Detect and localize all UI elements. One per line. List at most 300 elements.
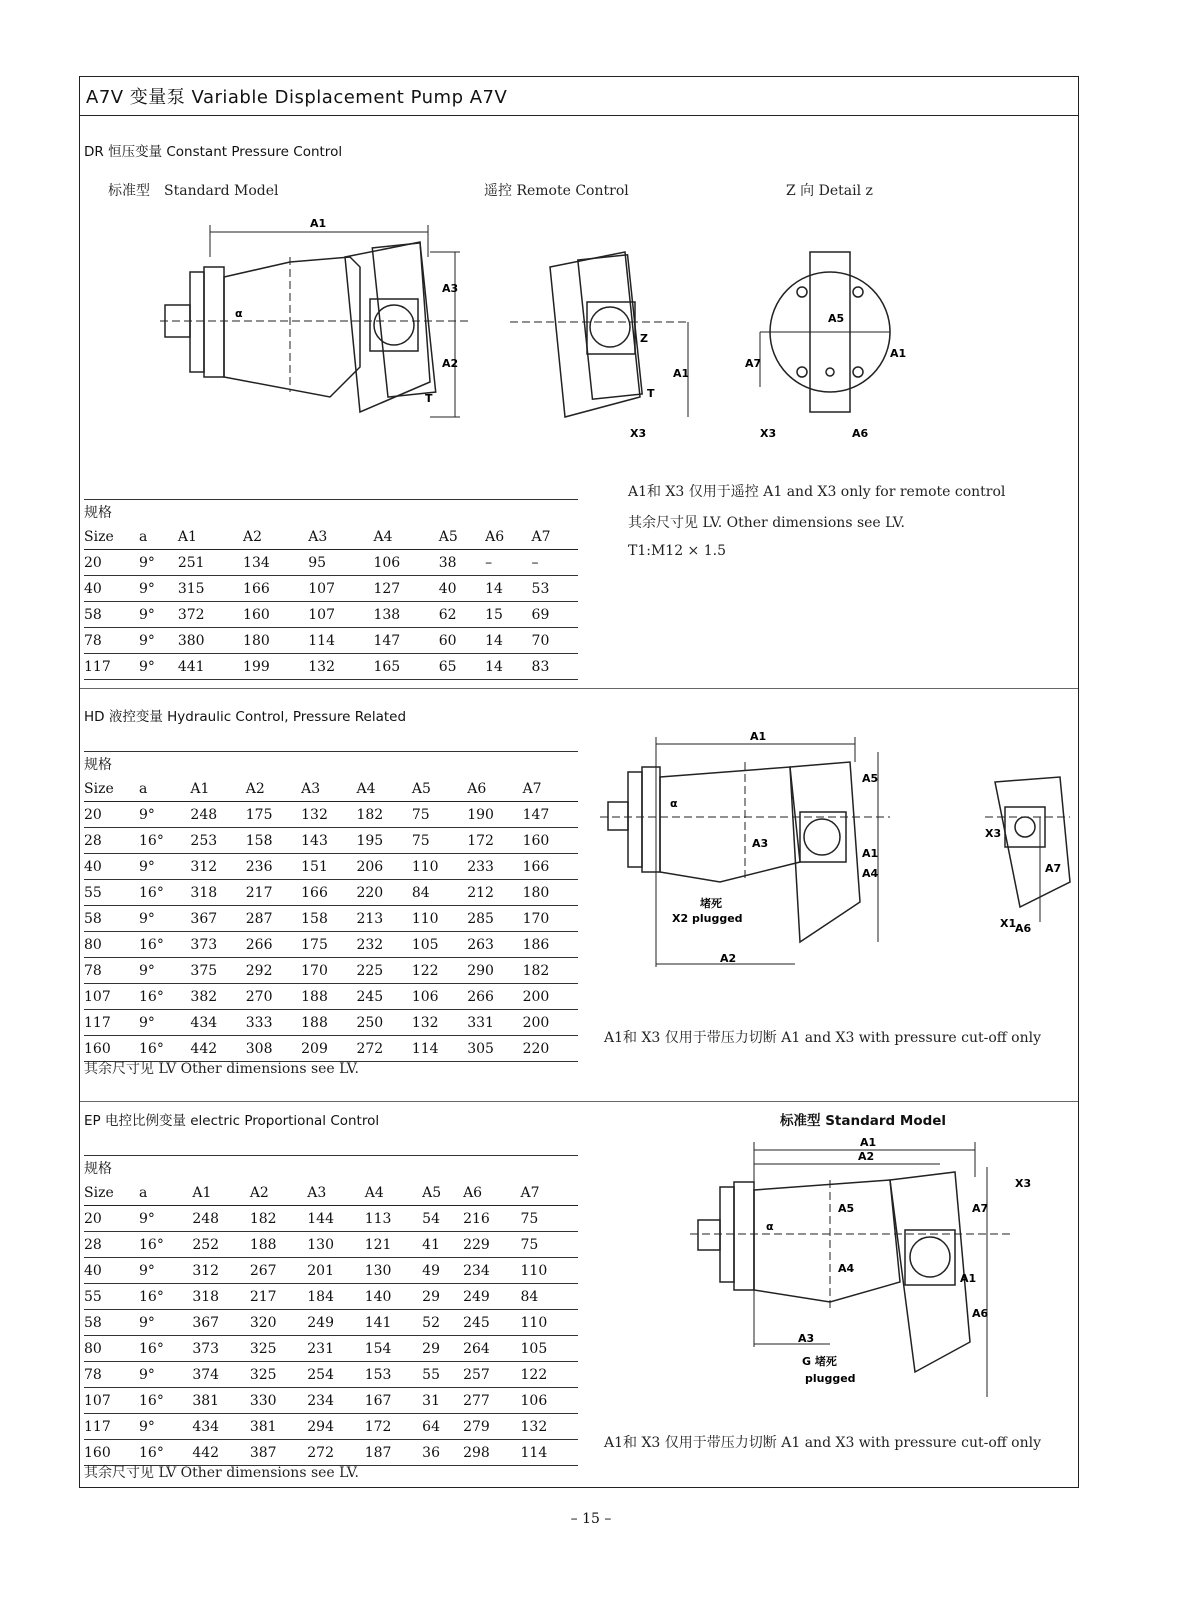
table-cell: 434 xyxy=(190,1010,245,1036)
table-cell: 375 xyxy=(190,958,245,984)
table-cell: – xyxy=(532,550,578,576)
table-cell: 117 xyxy=(84,1414,139,1440)
table-cell: 380 xyxy=(178,628,243,654)
table-row xyxy=(84,1232,578,1258)
column-header: A6 xyxy=(467,776,522,802)
column-header: A1 xyxy=(192,1180,249,1206)
table-cell: 20 xyxy=(84,802,139,828)
table-cell: 294 xyxy=(307,1414,364,1440)
table-cell: 318 xyxy=(192,1284,249,1310)
ep-dim-a1: A1 xyxy=(860,1136,877,1149)
dr-detail-a5: A5 xyxy=(828,312,845,325)
table-cell: 122 xyxy=(412,958,467,984)
table-cell: 372 xyxy=(178,602,243,628)
column-header: A6 xyxy=(485,524,531,550)
hd-section-title: HD 液控变量 Hydraulic Control, Pressure Related xyxy=(84,709,407,725)
table-row xyxy=(84,628,578,654)
table-cell: 121 xyxy=(365,1232,422,1258)
table-header-cn: 规格 xyxy=(84,1156,578,1181)
dr-remote-t: T xyxy=(647,387,655,400)
table-cell: 14 xyxy=(485,654,531,680)
table-row xyxy=(84,654,578,680)
table-cell: 83 xyxy=(532,654,578,680)
table-cell: 236 xyxy=(246,854,301,880)
ep-dim-a4: A4 xyxy=(838,1262,855,1275)
ep-spec-table xyxy=(84,1155,578,1466)
column-header: A2 xyxy=(243,524,308,550)
ep-label-a1: A1 xyxy=(960,1272,977,1285)
table-cell: 40 xyxy=(84,854,139,880)
ep-dim-a3: A3 xyxy=(798,1332,815,1345)
table-cell: 14 xyxy=(485,576,531,602)
table-cell: 266 xyxy=(467,984,522,1010)
table-cell: 182 xyxy=(356,802,411,828)
table-cell: 110 xyxy=(521,1310,578,1336)
table-cell: 110 xyxy=(412,906,467,932)
table-cell: 187 xyxy=(365,1440,422,1466)
table-cell: 182 xyxy=(523,958,578,984)
hd-dim-a3: A3 xyxy=(752,837,769,850)
hd-dim-a7: A7 xyxy=(1045,862,1062,875)
dr-note-thread: T1:M12 × 1.5 xyxy=(628,543,727,559)
table-cell: 9° xyxy=(139,628,178,654)
table-row xyxy=(84,576,578,602)
table-cell: 55 xyxy=(422,1362,463,1388)
dr-standard-drawing xyxy=(160,217,480,437)
hd-label-x3: X3 xyxy=(985,827,1002,840)
ep-note: A1和 X3 仅用于带压力切断 A1 and X3 with pressure cut-off only xyxy=(604,1435,1041,1451)
table-cell: 107 xyxy=(308,576,373,602)
table-row xyxy=(84,1414,578,1440)
table-cell: 16° xyxy=(139,1388,192,1414)
table-cell: 231 xyxy=(307,1336,364,1362)
table-cell: 232 xyxy=(356,932,411,958)
table-cell: 172 xyxy=(365,1414,422,1440)
table-cell: 122 xyxy=(521,1362,578,1388)
table-cell: 117 xyxy=(84,1010,139,1036)
table-cell: 28 xyxy=(84,828,139,854)
table-cell: 49 xyxy=(422,1258,463,1284)
table-cell: 9° xyxy=(139,958,190,984)
table-cell: 9° xyxy=(139,802,190,828)
table-cell: 75 xyxy=(412,802,467,828)
table-cell: 134 xyxy=(243,550,308,576)
table-cell: 320 xyxy=(250,1310,307,1336)
table-cell: 16° xyxy=(139,1036,190,1062)
dr-detail-x3: X3 xyxy=(760,427,777,440)
table-cell: 213 xyxy=(356,906,411,932)
table-cell: 200 xyxy=(523,1010,578,1036)
column-header: A1 xyxy=(178,524,243,550)
table-cell: 31 xyxy=(422,1388,463,1414)
table-cell: 217 xyxy=(246,880,301,906)
table-cell: 84 xyxy=(521,1284,578,1310)
table-cell: 75 xyxy=(412,828,467,854)
table-cell: 130 xyxy=(365,1258,422,1284)
table-cell: 175 xyxy=(301,932,356,958)
table-cell: 387 xyxy=(250,1440,307,1466)
table-cell: 130 xyxy=(307,1232,364,1258)
table-cell: 188 xyxy=(301,984,356,1010)
dr-remote-drawing xyxy=(505,247,705,442)
table-cell: 65 xyxy=(439,654,485,680)
table-cell: 113 xyxy=(365,1206,422,1232)
table-cell: 158 xyxy=(301,906,356,932)
table-row xyxy=(84,906,578,932)
dr-spec-table xyxy=(84,499,578,680)
table-cell: 132 xyxy=(301,802,356,828)
table-cell: 58 xyxy=(84,906,139,932)
table-cell: 312 xyxy=(190,854,245,880)
table-header-row xyxy=(84,776,578,802)
table-cell: 106 xyxy=(521,1388,578,1414)
column-header: A3 xyxy=(307,1180,364,1206)
dr-dim-a1: A1 xyxy=(310,217,327,230)
table-cell: 69 xyxy=(532,602,578,628)
table-cell: 182 xyxy=(250,1206,307,1232)
table-cell: 245 xyxy=(356,984,411,1010)
table-cell: 147 xyxy=(523,802,578,828)
table-row xyxy=(84,1388,578,1414)
table-cell: 220 xyxy=(356,880,411,906)
table-cell: 14 xyxy=(485,628,531,654)
table-cell: 107 xyxy=(308,602,373,628)
table-row xyxy=(84,1284,578,1310)
table-cell: 15 xyxy=(485,602,531,628)
table-cell: 251 xyxy=(178,550,243,576)
table-cell: 9° xyxy=(139,1206,192,1232)
table-cell: 106 xyxy=(412,984,467,1010)
dr-detail-a1: A1 xyxy=(890,347,907,360)
column-header: A4 xyxy=(373,524,438,550)
dr-note-other: 其余尺寸见 LV. Other dimensions see LV. xyxy=(628,515,905,531)
table-cell: 140 xyxy=(365,1284,422,1310)
table-cell: 290 xyxy=(467,958,522,984)
column-header: Size xyxy=(84,524,139,550)
column-header: A1 xyxy=(190,776,245,802)
table-cell: 166 xyxy=(301,880,356,906)
table-cell: 188 xyxy=(301,1010,356,1036)
table-cell: 200 xyxy=(523,984,578,1010)
table-cell: 16° xyxy=(139,984,190,1010)
table-cell: 442 xyxy=(190,1036,245,1062)
table-cell: 277 xyxy=(463,1388,520,1414)
table-cell: 267 xyxy=(250,1258,307,1284)
table-cell: 441 xyxy=(178,654,243,680)
table-cell: 64 xyxy=(422,1414,463,1440)
column-header: A4 xyxy=(356,776,411,802)
table-cell: 9° xyxy=(139,576,178,602)
hd-drawing xyxy=(600,732,1070,972)
table-cell: 381 xyxy=(192,1388,249,1414)
dr-remote-a1: A1 xyxy=(673,367,690,380)
table-cell: 298 xyxy=(463,1440,520,1466)
table-cell: 127 xyxy=(373,576,438,602)
table-cell: 78 xyxy=(84,628,139,654)
table-cell: 234 xyxy=(307,1388,364,1414)
table-header-cn: 规格 xyxy=(84,752,578,777)
dr-alpha: α xyxy=(235,307,243,320)
dr-remote-z: Z xyxy=(640,332,648,345)
table-cell: 206 xyxy=(356,854,411,880)
table-row xyxy=(84,984,578,1010)
table-cell: 16° xyxy=(139,880,190,906)
table-cell: 257 xyxy=(463,1362,520,1388)
table-cell: 220 xyxy=(523,1036,578,1062)
table-cell: 9° xyxy=(139,1010,190,1036)
table-cell: 141 xyxy=(365,1310,422,1336)
table-cell: 40 xyxy=(439,576,485,602)
table-cell: 143 xyxy=(301,828,356,854)
table-cell: 229 xyxy=(463,1232,520,1258)
dr-dim-a2: A2 xyxy=(442,357,459,370)
table-cell: 252 xyxy=(192,1232,249,1258)
table-cell: 382 xyxy=(190,984,245,1010)
table-cell: 132 xyxy=(412,1010,467,1036)
ep-standard-label: 标准型 Standard Model xyxy=(780,1113,947,1129)
page-title: A7V 变量泵 Variable Displacement Pump A7V xyxy=(86,87,508,108)
table-cell: 272 xyxy=(307,1440,364,1466)
ep-dim-a2: A2 xyxy=(858,1150,875,1163)
table-cell: 225 xyxy=(356,958,411,984)
table-cell: 132 xyxy=(521,1414,578,1440)
column-header: A2 xyxy=(250,1180,307,1206)
dr-detail-a7: A7 xyxy=(745,357,762,370)
table-cell: 16° xyxy=(139,1284,192,1310)
column-header: Size xyxy=(84,776,139,802)
page-frame xyxy=(79,76,1079,1488)
hd-spec-table xyxy=(84,751,578,1062)
column-header: a xyxy=(139,776,190,802)
table-cell: 160 xyxy=(243,602,308,628)
table-cell: 84 xyxy=(412,880,467,906)
table-row xyxy=(84,1310,578,1336)
table-cell: 58 xyxy=(84,1310,139,1336)
table-header-row xyxy=(84,524,578,550)
table-cell: 28 xyxy=(84,1232,139,1258)
table-cell: 36 xyxy=(422,1440,463,1466)
hd-footer-note: 其余尺寸见 LV Other dimensions see LV. xyxy=(84,1061,359,1077)
dr-section-title: DR 恒压变量 Constant Pressure Control xyxy=(84,144,343,160)
hd-alpha: α xyxy=(670,797,678,810)
table-cell: 248 xyxy=(190,802,245,828)
dr-remote-label: 遥控 Remote Control xyxy=(484,183,629,199)
table-cell: 117 xyxy=(84,654,139,680)
table-cell: 9° xyxy=(139,1414,192,1440)
table-cell: 166 xyxy=(243,576,308,602)
hd-note: A1和 X3 仅用于带压力切断 A1 and X3 with pressure cut-off only xyxy=(604,1030,1041,1046)
table-cell: 212 xyxy=(467,880,522,906)
table-cell: 331 xyxy=(467,1010,522,1036)
hd-label-a1: A1 xyxy=(862,847,879,860)
dr-detail-drawing xyxy=(740,247,940,447)
table-cell: 110 xyxy=(521,1258,578,1284)
table-cell: 442 xyxy=(192,1440,249,1466)
column-header: Size xyxy=(84,1180,139,1206)
table-cell: 325 xyxy=(250,1362,307,1388)
table-cell: 114 xyxy=(412,1036,467,1062)
table-cell: 138 xyxy=(373,602,438,628)
table-cell: 58 xyxy=(84,602,139,628)
table-cell: 78 xyxy=(84,958,139,984)
table-row xyxy=(84,828,578,854)
dr-note-remote: A1和 X3 仅用于遥控 A1 and X3 only for remote control xyxy=(628,484,1006,500)
column-header: a xyxy=(139,524,178,550)
table-cell: 234 xyxy=(463,1258,520,1284)
column-header: A2 xyxy=(246,776,301,802)
table-cell: 245 xyxy=(463,1310,520,1336)
column-header: A5 xyxy=(412,776,467,802)
dr-remote-x3: X3 xyxy=(630,427,647,440)
table-cell: 9° xyxy=(139,906,190,932)
table-cell: 190 xyxy=(467,802,522,828)
column-header: A5 xyxy=(439,524,485,550)
dr-detail-a6: A6 xyxy=(852,427,869,440)
table-cell: 184 xyxy=(307,1284,364,1310)
table-cell: 253 xyxy=(190,828,245,854)
dr-port-t: T xyxy=(425,392,433,405)
table-cell: 308 xyxy=(246,1036,301,1062)
table-row xyxy=(84,1362,578,1388)
table-cell: 107 xyxy=(84,984,139,1010)
table-cell: 186 xyxy=(523,932,578,958)
table-cell: 153 xyxy=(365,1362,422,1388)
table-cell: 381 xyxy=(250,1414,307,1440)
table-cell: 160 xyxy=(523,828,578,854)
table-cell: 147 xyxy=(373,628,438,654)
table-cell: 170 xyxy=(301,958,356,984)
table-cell: 279 xyxy=(463,1414,520,1440)
table-cell: 114 xyxy=(521,1440,578,1466)
table-cell: 170 xyxy=(523,906,578,932)
title-bar xyxy=(80,77,1078,116)
table-cell: 16° xyxy=(139,1336,192,1362)
table-cell: 75 xyxy=(521,1232,578,1258)
page-number: – 15 – xyxy=(570,1511,612,1527)
table-row xyxy=(84,1010,578,1036)
dr-detail-label: Z 向 Detail z xyxy=(786,183,873,199)
table-cell: 70 xyxy=(532,628,578,654)
table-cell: 287 xyxy=(246,906,301,932)
table-cell: 38 xyxy=(439,550,485,576)
table-cell: 16° xyxy=(139,1440,192,1466)
table-cell: 16° xyxy=(139,1232,192,1258)
table-cell: 9° xyxy=(139,1362,192,1388)
table-cell: 160 xyxy=(84,1440,139,1466)
ep-section-title: EP 电控比例变量 electric Proportional Control xyxy=(84,1113,380,1129)
dr-dim-a3: A3 xyxy=(442,282,459,295)
table-row xyxy=(84,958,578,984)
column-header: A3 xyxy=(308,524,373,550)
table-cell: 266 xyxy=(246,932,301,958)
table-cell: 114 xyxy=(308,628,373,654)
table-cell: 312 xyxy=(192,1258,249,1284)
section-divider xyxy=(80,1101,1078,1102)
table-cell: 180 xyxy=(243,628,308,654)
table-cell: 52 xyxy=(422,1310,463,1336)
table-cell: 78 xyxy=(84,1362,139,1388)
table-cell: 166 xyxy=(523,854,578,880)
table-cell: 270 xyxy=(246,984,301,1010)
table-cell: 80 xyxy=(84,932,139,958)
table-cell: 175 xyxy=(246,802,301,828)
table-cell: 373 xyxy=(192,1336,249,1362)
table-cell: 264 xyxy=(463,1336,520,1362)
table-cell: 167 xyxy=(365,1388,422,1414)
table-cell: 160 xyxy=(84,1036,139,1062)
table-cell: 110 xyxy=(412,854,467,880)
table-cell: 333 xyxy=(246,1010,301,1036)
table-cell: 315 xyxy=(178,576,243,602)
table-cell: 16° xyxy=(139,932,190,958)
table-cell: 158 xyxy=(246,828,301,854)
table-cell: 249 xyxy=(463,1284,520,1310)
table-cell: 54 xyxy=(422,1206,463,1232)
table-cell: 318 xyxy=(190,880,245,906)
table-cell: 180 xyxy=(523,880,578,906)
hd-dim-a1: A1 xyxy=(750,730,767,743)
table-row xyxy=(84,550,578,576)
table-cell: 154 xyxy=(365,1336,422,1362)
table-row xyxy=(84,1336,578,1362)
table-cell: 217 xyxy=(250,1284,307,1310)
table-cell: 209 xyxy=(301,1036,356,1062)
table-cell: 9° xyxy=(139,1310,192,1336)
column-header: A5 xyxy=(422,1180,463,1206)
table-cell: 165 xyxy=(373,654,438,680)
table-cell: 254 xyxy=(307,1362,364,1388)
table-cell: 20 xyxy=(84,1206,139,1232)
hd-plugged-cn: 堵死 xyxy=(700,897,722,910)
table-cell: 374 xyxy=(192,1362,249,1388)
hd-dim-a6: A6 xyxy=(1015,922,1032,935)
table-cell: 41 xyxy=(422,1232,463,1258)
table-cell: 40 xyxy=(84,576,139,602)
ep-plugged: plugged xyxy=(805,1372,856,1385)
table-row xyxy=(84,802,578,828)
table-cell: – xyxy=(485,550,531,576)
table-cell: 325 xyxy=(250,1336,307,1362)
table-row xyxy=(84,854,578,880)
table-cell: 53 xyxy=(532,576,578,602)
table-cell: 55 xyxy=(84,880,139,906)
hd-dim-a2: A2 xyxy=(720,952,737,965)
table-cell: 216 xyxy=(463,1206,520,1232)
table-cell: 272 xyxy=(356,1036,411,1062)
table-cell: 62 xyxy=(439,602,485,628)
table-cell: 249 xyxy=(307,1310,364,1336)
table-row xyxy=(84,1206,578,1232)
ep-label-x3: X3 xyxy=(1015,1177,1032,1190)
table-cell: 330 xyxy=(250,1388,307,1414)
ep-drawing xyxy=(690,1132,1050,1402)
table-cell: 367 xyxy=(190,906,245,932)
table-cell: 106 xyxy=(373,550,438,576)
table-cell: 95 xyxy=(308,550,373,576)
table-header-cn: 规格 xyxy=(84,500,578,525)
hd-dim-a4: A4 xyxy=(862,867,879,880)
table-cell: 105 xyxy=(521,1336,578,1362)
ep-alpha: α xyxy=(766,1220,774,1233)
table-cell: 80 xyxy=(84,1336,139,1362)
table-cell: 201 xyxy=(307,1258,364,1284)
table-cell: 151 xyxy=(301,854,356,880)
table-cell: 305 xyxy=(467,1036,522,1062)
table-cell: 132 xyxy=(308,654,373,680)
table-row xyxy=(84,602,578,628)
hd-x2-plugged: X2 plugged xyxy=(672,912,743,925)
column-header: A6 xyxy=(463,1180,520,1206)
